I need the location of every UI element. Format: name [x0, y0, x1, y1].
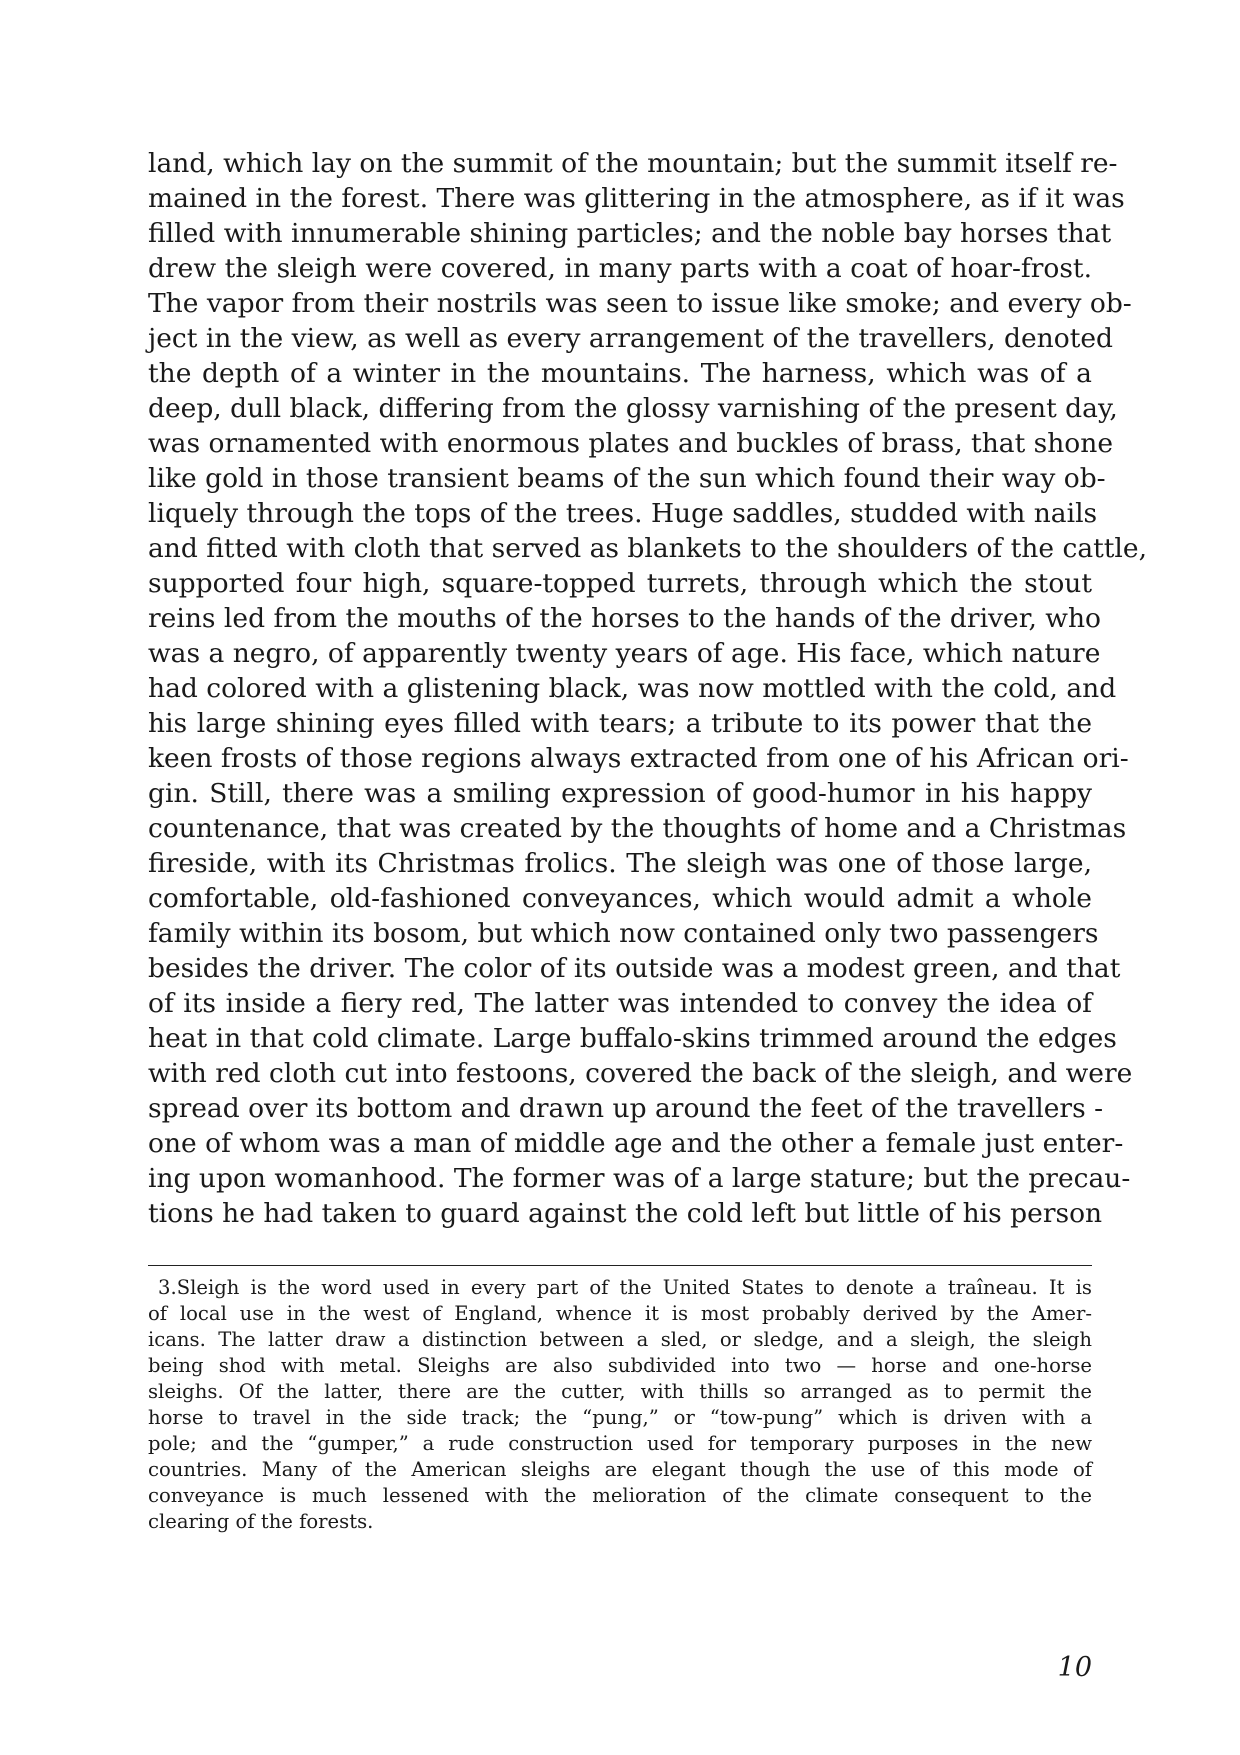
- body-line: had colored with a glistening black, was now mottled with the cold, and: [148, 673, 1117, 704]
- body-line: countenance, that was created by the thoughts of home and a Christmas: [148, 813, 1127, 844]
- footnote-line: conveyance is much lessened with the melioration of the climate consequent to the: [148, 1484, 1092, 1507]
- footnote-line: being shod with metal. Sleighs are also subdivided into two — horse and one-horse: [148, 1354, 1092, 1377]
- body-line: and fitted with cloth that served as blankets to the shoulders of the cattle,: [148, 533, 1148, 564]
- footnote-line: countries. Many of the American sleighs are elegant though the use of this mode of: [148, 1458, 1092, 1481]
- body-line: supported four high, square-topped turrets, through which the stout: [148, 568, 1092, 599]
- page-number: 10: [1057, 1652, 1092, 1683]
- footnote-line: clearing of the forests.: [148, 1510, 374, 1533]
- body-line: ject in the view, as well as every arrangement of the travellers, denoted: [148, 323, 1113, 354]
- footnote-line: horse to travel in the side track; the “pung,” or “tow-pung” which is driven with a: [148, 1406, 1092, 1429]
- body-line: besides the driver. The color of its outside was a modest green, and that: [148, 953, 1121, 984]
- body-line: ing upon womanhood. The former was of a large stature; but the precau-: [148, 1163, 1131, 1194]
- body-line: land, which lay on the summit of the mountain; but the summit itself re-: [148, 148, 1118, 179]
- body-line: of its inside a fiery red, The latter was intended to convey the idea of: [148, 988, 1092, 1019]
- body-line: spread over its bottom and drawn up around the feet of the travellers -: [148, 1093, 1104, 1124]
- body-line: liquely through the tops of the trees. Huge saddles, studded with nails: [148, 498, 1098, 529]
- body-line: filled with innumerable shining particles; and the noble bay horses that: [148, 218, 1112, 249]
- body-line: one of whom was a man of middle age and the other a female just enter-: [148, 1128, 1124, 1159]
- body-text: [148, 146, 1148, 1231]
- body-line: The vapor from their nostrils was seen to issue like smoke; and every ob-: [148, 288, 1132, 319]
- body-line: was a negro, of apparently twenty years of age. His face, which nature: [148, 638, 1101, 669]
- body-line: fireside, with its Christmas frolics. The sleigh was one of those large,: [148, 848, 1092, 879]
- footnote-line: pole; and the “gumper,” a rude construction used for temporary purposes in the new: [148, 1432, 1092, 1455]
- footnote-line: of local use in the west of England, whence it is most probably derived by the Amer-: [148, 1302, 1092, 1325]
- body-line: drew the sleigh were covered, in many parts with a coat of hoar-frost.: [148, 253, 1092, 284]
- footnote-line: icans. The latter draw a distinction between a sled, or sledge, and a sleigh, the sleigh: [148, 1328, 1092, 1351]
- body-line: mained in the forest. There was glittering in the atmosphere, as if it was: [148, 183, 1125, 214]
- body-line: with red cloth cut into festoons, covered the back of the sleigh, and were: [148, 1058, 1133, 1089]
- body-line: deep, dull black, differing from the glossy varnishing of the present day,: [148, 393, 1118, 424]
- body-line: tions he had taken to guard against the cold left but little of his person: [148, 1198, 1103, 1229]
- body-line: comfortable, old-fashioned conveyances, which would admit a whole: [148, 883, 1092, 914]
- body-line: the depth of a winter in the mountains. The harness, which was of a: [148, 358, 1092, 389]
- body-line: like gold in those transient beams of the sun which found their way ob-: [148, 463, 1106, 494]
- footnote: [148, 1275, 1092, 1535]
- body-line: was ornamented with enormous plates and buckles of brass, that shone: [148, 428, 1114, 459]
- body-line: his large shining eyes filled with tears; a tribute to its power that the: [148, 708, 1092, 739]
- body-line: heat in that cold climate. Large buffalo-skins trimmed around the edges: [148, 1023, 1117, 1054]
- footnote-line: sleighs. Of the latter, there are the cutter, with thills so arranged as to permit the: [148, 1380, 1092, 1403]
- footnote-divider: [148, 1265, 1092, 1266]
- body-line: keen frosts of those regions always extracted from one of his African ori-: [148, 743, 1129, 774]
- footnote-line: 3.Sleigh is the word used in every part of the United States to denote a traîneau. It is: [158, 1276, 1092, 1299]
- body-line: reins led from the mouths of the horses to the hands of the driver, who: [148, 603, 1102, 634]
- body-line: gin. Still, there was a smiling expression of good-humor in his happy: [148, 778, 1092, 809]
- body-line: family within its bosom, but which now contained only two passengers: [148, 918, 1099, 949]
